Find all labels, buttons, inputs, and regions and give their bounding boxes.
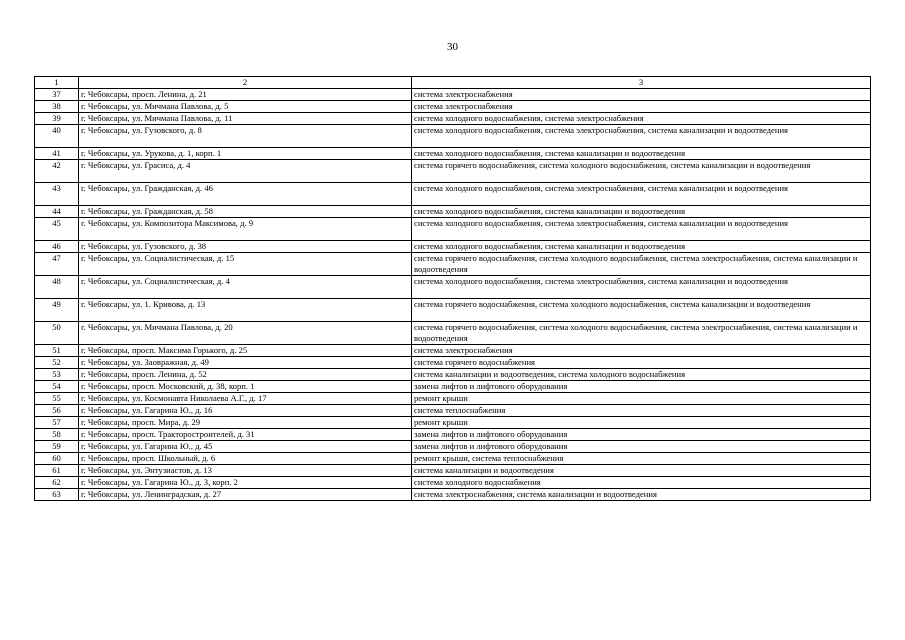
page-number: 30 [447, 41, 458, 53]
row-number: 38 [35, 101, 79, 113]
table-row [35, 241, 871, 253]
table-row [35, 369, 871, 381]
table-row [35, 357, 871, 369]
row-number: 48 [35, 276, 79, 299]
table-header [35, 77, 871, 89]
row-number: 40 [35, 125, 79, 148]
row-number: 58 [35, 429, 79, 441]
row-number: 63 [35, 489, 79, 501]
row-systems: система холодного водоснабжения, система канализации и водоотведения [412, 206, 871, 218]
row-number: 46 [35, 241, 79, 253]
row-number: 42 [35, 160, 79, 183]
row-address: г. Чебоксары, ул. Гражданская, д. 58 [79, 206, 412, 218]
column-header-address: 2 [79, 77, 412, 89]
row-number: 44 [35, 206, 79, 218]
row-systems: замена лифтов и лифтового оборудования [412, 441, 871, 453]
column-header-number: 1 [35, 77, 79, 89]
table-row [35, 89, 871, 101]
row-address: г. Чебоксары, ул. Мичмана Павлова, д. 5 [79, 101, 412, 113]
row-systems: система горячего водоснабжения [412, 357, 871, 369]
row-number: 43 [35, 183, 79, 206]
row-address: г. Чебоксары, ул. Гражданская, д. 46 [79, 183, 412, 206]
row-address: г. Чебоксары, просп. Тракторостроителей, д. 31 [79, 429, 412, 441]
row-number: 53 [35, 369, 79, 381]
row-systems: система электроснабжения [412, 89, 871, 101]
table-row [35, 113, 871, 125]
table-row [35, 160, 871, 183]
row-systems: ремонт крыши [412, 393, 871, 405]
row-systems: система холодного водоснабжения, система электроснабжения, система канализации и водоотведения [412, 183, 871, 206]
row-address: г. Чебоксары, просп. Ленина, д. 21 [79, 89, 412, 101]
table-row [35, 453, 871, 465]
row-systems: система холодного водоснабжения, система электроснабжения, система канализации и водоотведения [412, 125, 871, 148]
row-systems: система холодного водоснабжения, система канализации и водоотведения [412, 148, 871, 160]
row-address: г. Чебоксары, просп. Московский, д. 38, корп. 1 [79, 381, 412, 393]
row-address: г. Чебоксары, просп. Мира, д. 29 [79, 417, 412, 429]
row-number: 47 [35, 253, 79, 276]
row-number: 49 [35, 299, 79, 322]
row-systems: система электроснабжения [412, 101, 871, 113]
table-row [35, 465, 871, 477]
row-address: г. Чебоксары, ул. Грасиса, д. 4 [79, 160, 412, 183]
row-number: 62 [35, 477, 79, 489]
table-row [35, 276, 871, 299]
row-number: 56 [35, 405, 79, 417]
row-number: 61 [35, 465, 79, 477]
row-number: 37 [35, 89, 79, 101]
table-row [35, 218, 871, 241]
table-row [35, 101, 871, 113]
row-address: г. Чебоксары, ул. Ленинградская, д. 27 [79, 489, 412, 501]
row-systems: система холодного водоснабжения, система электроснабжения, система канализации и водоотведения [412, 276, 871, 299]
table-row [35, 381, 871, 393]
row-address: г. Чебоксары, ул. Гузовского, д. 8 [79, 125, 412, 148]
row-address: г. Чебоксары, ул. 1. Кривова, д. 13 [79, 299, 412, 322]
row-number: 55 [35, 393, 79, 405]
row-systems: система холодного водоснабжения, система канализации и водоотведения [412, 241, 871, 253]
table-row [35, 429, 871, 441]
row-number: 60 [35, 453, 79, 465]
row-systems: система горячего водоснабжения, система холодного водоснабжения, система электроснабжения, система канализации и водоотведения [412, 253, 871, 276]
row-number: 41 [35, 148, 79, 160]
row-number: 52 [35, 357, 79, 369]
row-number: 50 [35, 322, 79, 345]
row-number: 51 [35, 345, 79, 357]
row-number: 45 [35, 218, 79, 241]
row-systems: система холодного водоснабжения, система электроснабжения, система канализации и водоотведения [412, 218, 871, 241]
row-address: г. Чебоксары, ул. Космонавта Николаева А.Г., д. 17 [79, 393, 412, 405]
table-row [35, 125, 871, 148]
table-row [35, 441, 871, 453]
row-address: г. Чебоксары, ул. Энтузиастов, д. 13 [79, 465, 412, 477]
row-address: г. Чебоксары, ул. Социалистическая, д. 4 [79, 276, 412, 299]
row-address: г. Чебоксары, просп. Максима Горького, д. 25 [79, 345, 412, 357]
row-systems: система теплоснабжения [412, 405, 871, 417]
row-address: г. Чебоксары, ул. Гагарина Ю., д. 45 [79, 441, 412, 453]
row-address: г. Чебоксары, ул. Мичмана Павлова, д. 20 [79, 322, 412, 345]
table-row [35, 405, 871, 417]
row-address: г. Чебоксары, просп. Школьный, д. 6 [79, 453, 412, 465]
table-row [35, 253, 871, 276]
table-row [35, 345, 871, 357]
row-systems: система холодного водоснабжения, система электроснабжения [412, 113, 871, 125]
row-address: г. Чебоксары, просп. Ленина, д. 52 [79, 369, 412, 381]
table-row [35, 299, 871, 322]
row-systems: система канализации и водоотведения [412, 465, 871, 477]
row-number: 59 [35, 441, 79, 453]
row-systems: система горячего водоснабжения, система холодного водоснабжения, система канализации и водоотведения [412, 299, 871, 322]
row-number: 39 [35, 113, 79, 125]
table-body [35, 89, 871, 501]
row-systems: система горячего водоснабжения, система холодного водоснабжения, система канализации и водоотведения [412, 160, 871, 183]
table-row [35, 322, 871, 345]
row-systems: система электроснабжения [412, 345, 871, 357]
row-address: г. Чебоксары, ул. Урукова, д. 1, корп. 1 [79, 148, 412, 160]
table-row [35, 206, 871, 218]
table-row [35, 148, 871, 160]
row-address: г. Чебоксары, ул. Гагарина Ю., д. 16 [79, 405, 412, 417]
row-address: г. Чебоксары, ул. Заовражная, д. 49 [79, 357, 412, 369]
row-systems: ремонт крыши [412, 417, 871, 429]
table-row [35, 183, 871, 206]
row-number: 54 [35, 381, 79, 393]
table-row [35, 477, 871, 489]
row-systems: замена лифтов и лифтового оборудования [412, 381, 871, 393]
table-row [35, 489, 871, 501]
row-systems: система горячего водоснабжения, система холодного водоснабжения, система электроснабжения, система канализации и водоотведения [412, 322, 871, 345]
row-address: г. Чебоксары, ул. Мичмана Павлова, д. 11 [79, 113, 412, 125]
row-systems: система холодного водоснабжения [412, 477, 871, 489]
table-row [35, 417, 871, 429]
row-systems: ремонт крыши, система теплоснабжения [412, 453, 871, 465]
row-address: г. Чебоксары, ул. Композитора Максимова, д. 9 [79, 218, 412, 241]
row-systems: замена лифтов и лифтового оборудования [412, 429, 871, 441]
row-systems: система канализации и водоотведения, система холодного водоснабжения [412, 369, 871, 381]
row-number: 57 [35, 417, 79, 429]
row-address: г. Чебоксары, ул. Гагарина Ю., д. 3, корп. 2 [79, 477, 412, 489]
row-address: г. Чебоксары, ул. Гузовского, д. 38 [79, 241, 412, 253]
row-address: г. Чебоксары, ул. Социалистическая, д. 15 [79, 253, 412, 276]
row-systems: система электроснабжения, система канализации и водоотведения [412, 489, 871, 501]
building-systems-table [34, 76, 871, 501]
column-header-systems: 3 [412, 77, 871, 89]
table-row [35, 393, 871, 405]
